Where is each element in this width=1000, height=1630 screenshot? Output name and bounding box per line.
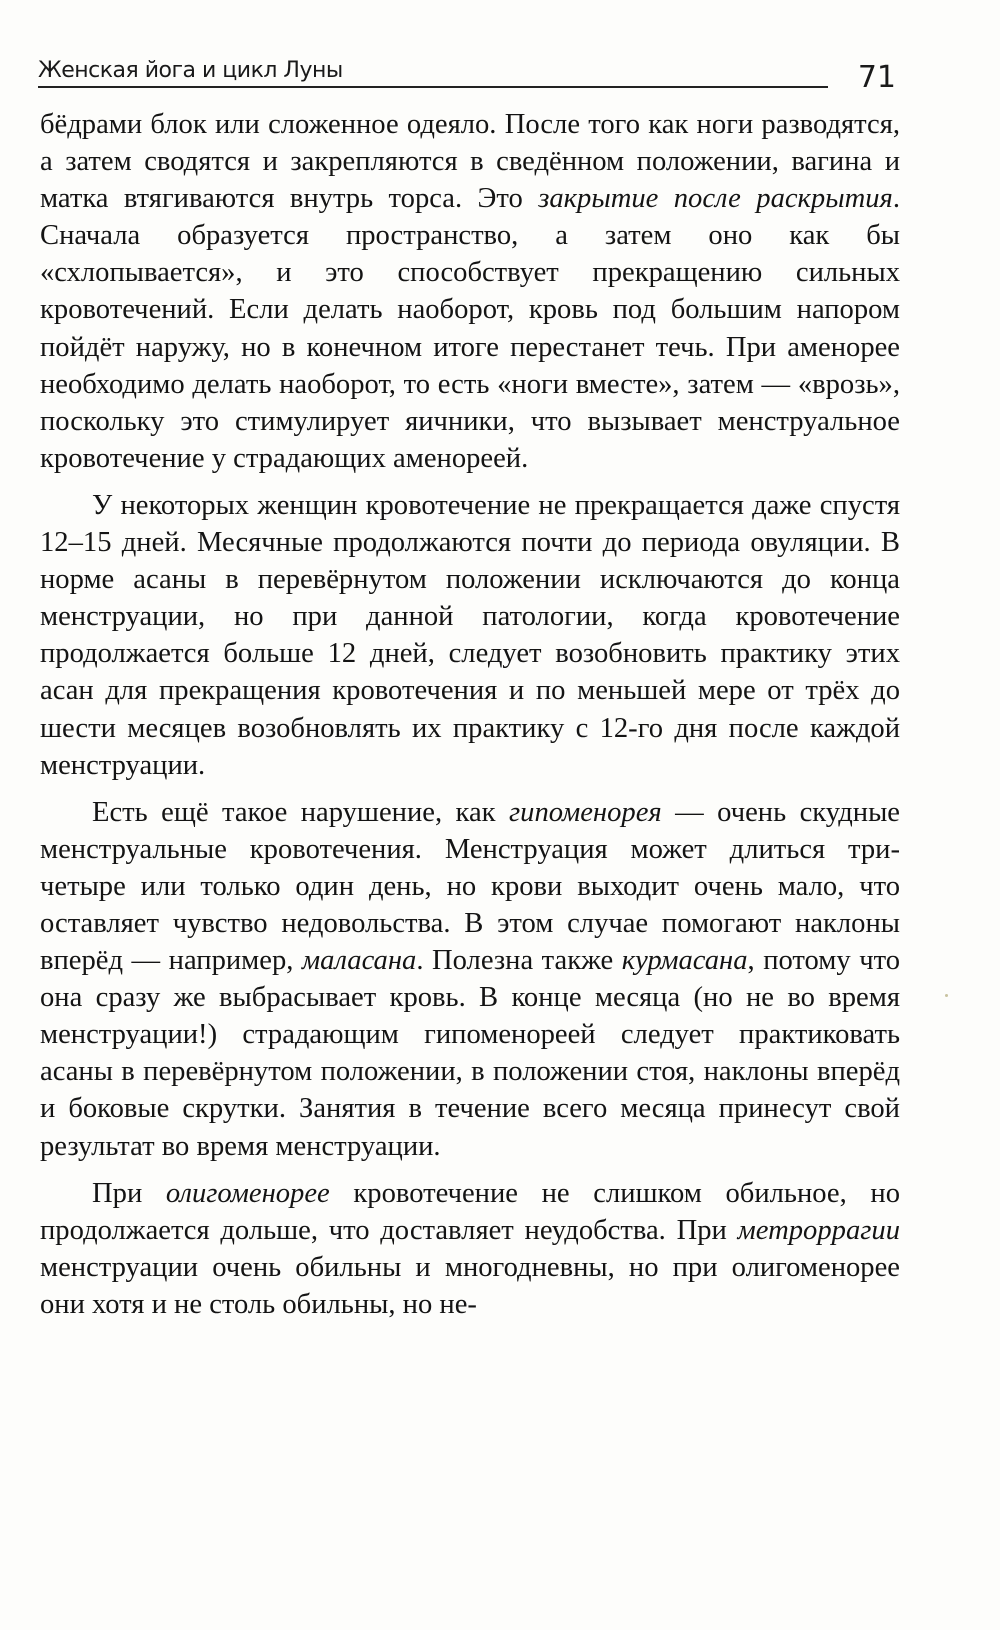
text-run: При (92, 1177, 166, 1209)
italic-term: метроррагии (737, 1214, 900, 1246)
italic-term: олигоменорее (165, 1177, 330, 1209)
header-rule (38, 86, 828, 88)
text-run: . Полезна также (416, 945, 622, 977)
page-number: 71 (857, 60, 896, 95)
text-run: — очень скудные менструальные кровотечения. Менструация может длиться три-четыре или только один день, но крови выходит очень мало, что оставляет чувство недовольства. В этом случае помогают наклоны вперёд — например, (40, 796, 900, 977)
text-run: кровотечение не слишком обильное, но продолжается дольше, что доставляет неудобства. При (40, 1177, 901, 1246)
italic-term: маласана (301, 945, 417, 977)
text-run: бёдрами блок или сложенное одеяло. После того как ноги разводятся, а затем сводятся и закрепляются в сведённом положении, вагина и матка втягиваются внутрь торса. Это (40, 109, 900, 215)
running-title: Женская йога и цикл Луны (38, 58, 343, 83)
paper-speck (945, 994, 948, 997)
paragraph (40, 487, 900, 784)
text-run: , потому что она сразу же выбрасывает кровь. В конце месяца (но не во время менструации!) страдающим гипоменореей следует практиковать асаны в перевёрнутом положении, в положении стоя, наклоны вперёд и боковые скрутки. Занятия в течение всего месяца принесут свой результат во время менструации. (40, 945, 900, 1162)
italic-term: курмасана (621, 945, 748, 977)
body-text (40, 106, 900, 1333)
italic-term: гипоменорея (509, 796, 662, 828)
paragraph (40, 794, 900, 1165)
text-run: менструации очень обильны и многодневны, но при олигоменорее они хотя и не столь обильны, но не- (40, 1251, 900, 1320)
text-run: У некоторых женщин кровотечение не прекращается даже спустя 12–15 дней. Месячные продолжаются почти до периода овуляции. В норме асаны в перевёрнутом положении исключаются до конца менструации, но при данной патологии, когда кровотечение продолжается больше 12 дней, следует возобновить практику этих асан для прекращения кровотечения и по меньшей мере от трёх до шести месяцев возобновлять их практику с 12-го дня после каждой менструации. (40, 489, 900, 781)
italic-term: закрытие после раскрытия (538, 183, 893, 215)
running-header (38, 58, 900, 98)
paragraph (40, 106, 900, 477)
paragraph (40, 1175, 900, 1323)
text-run: . Сначала образуется пространство, а затем оно как бы «схлопывается», и это способствует прекращению сильных кровотечений. Если делать наоборот, кровь под большим напором пойдёт наружу, но в конечном итоге перестанет течь. При аменорее необходимо делать наоборот, то есть «ноги вместе», затем — «врозь», поскольку это стимулирует яичники, что вызывает менструальное кровотечение у страдающих аменореей. (40, 183, 900, 474)
text-run: Есть ещё такое нарушение, как (92, 796, 510, 828)
